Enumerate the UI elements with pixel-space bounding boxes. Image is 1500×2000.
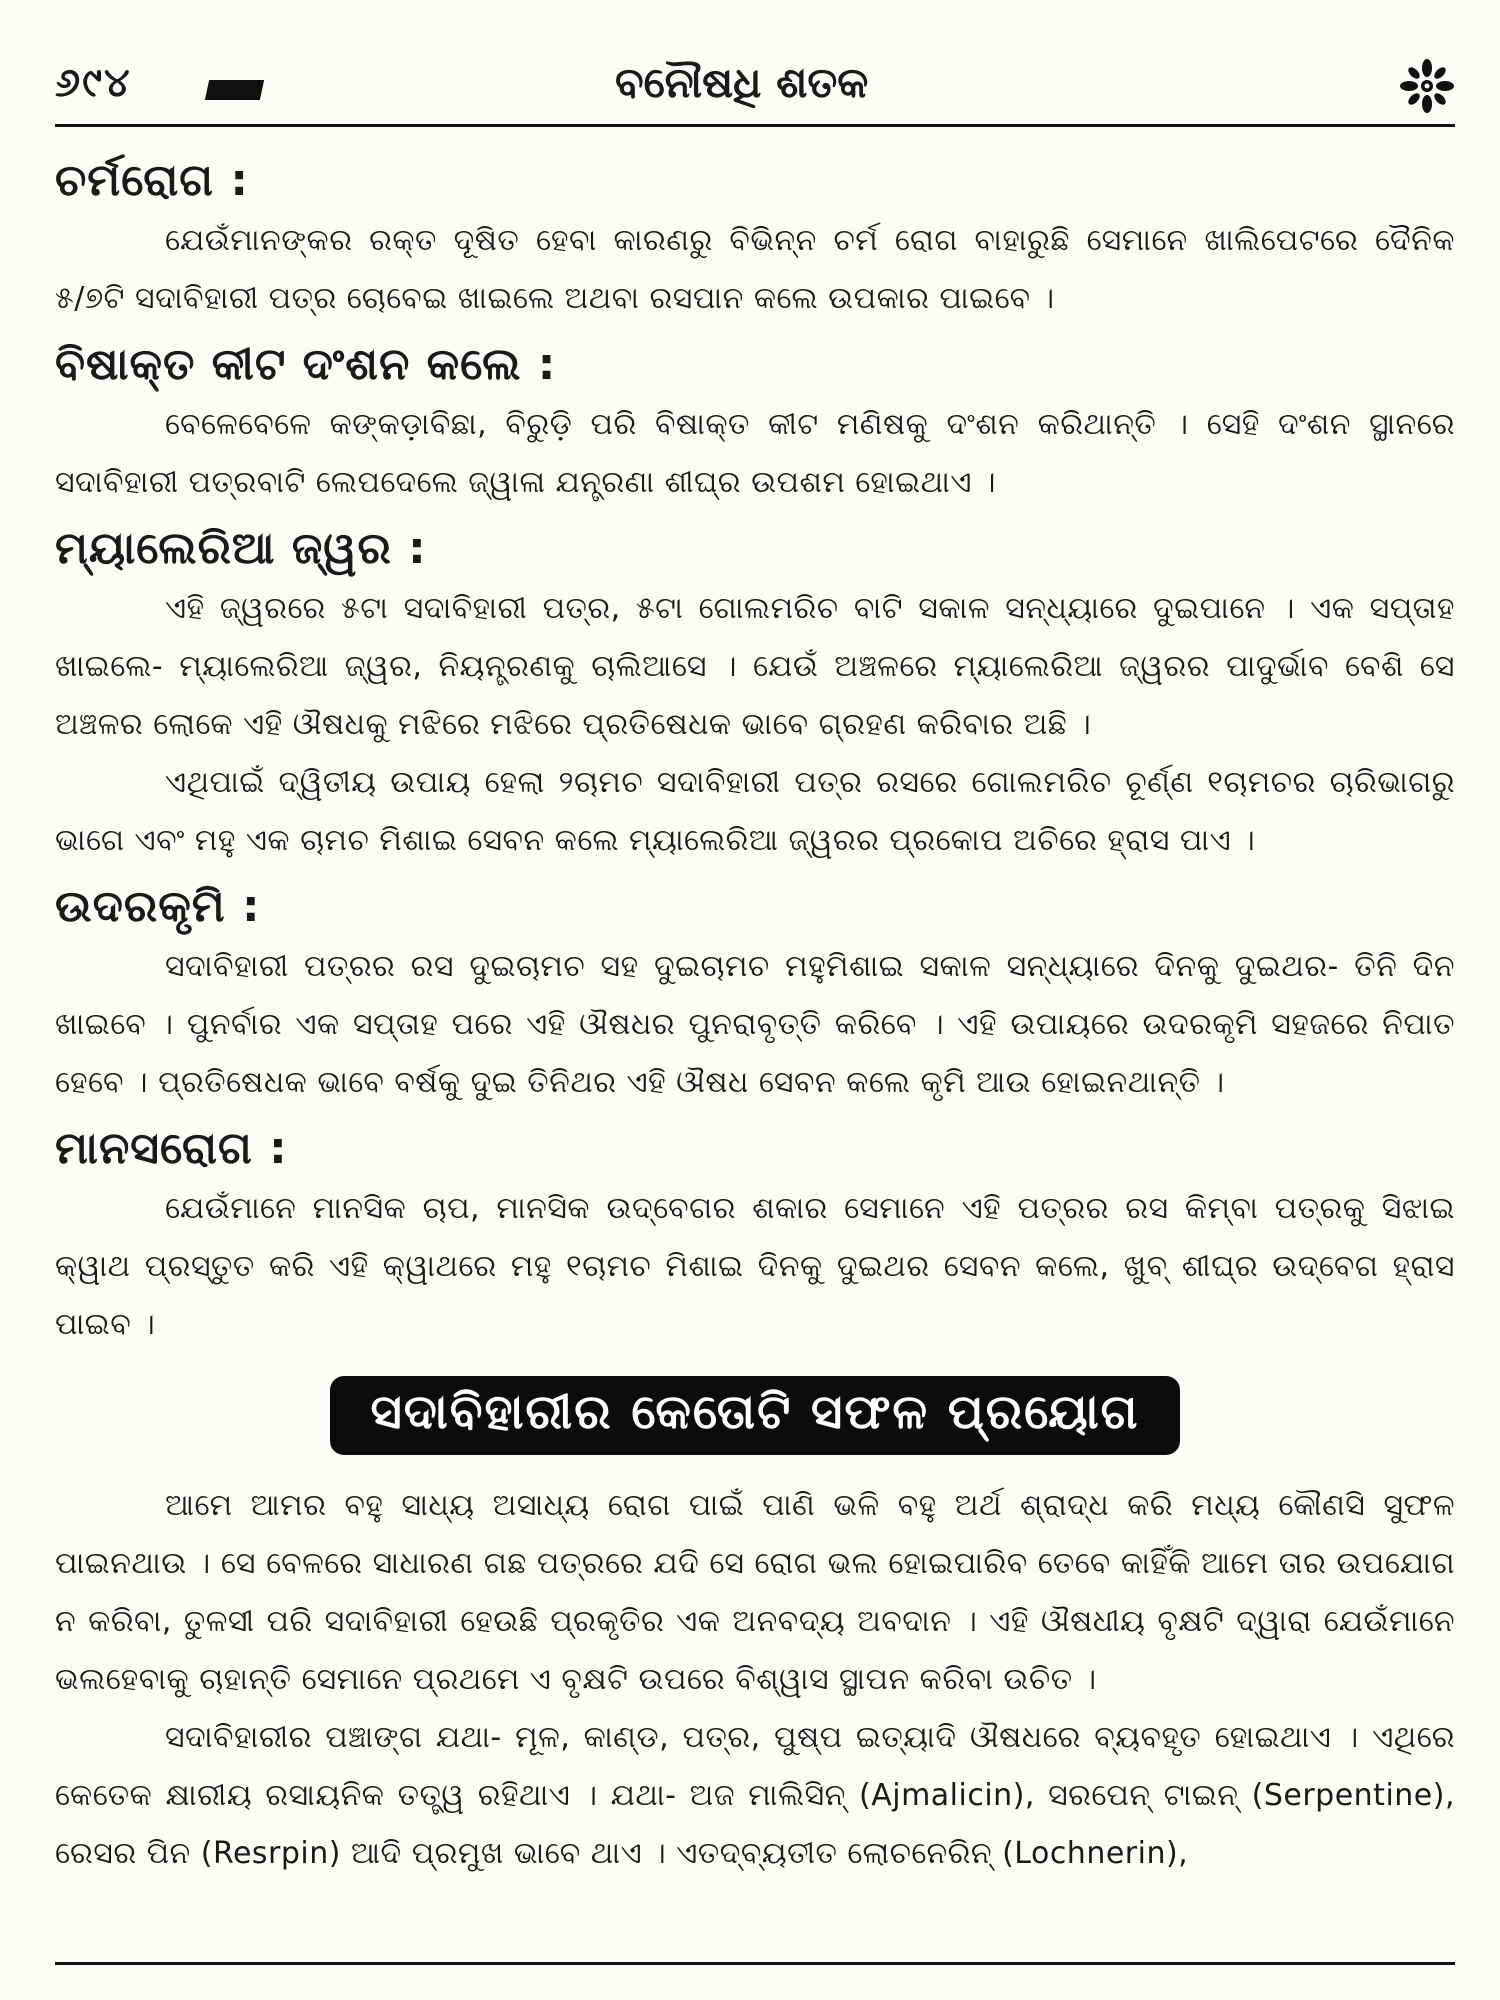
- page-header: [55, 52, 1455, 122]
- section-heading: ବିଷାକ୍ତ କୀଟ ଦଂଶନ କଲେ :: [55, 339, 557, 390]
- header-rule: [55, 124, 1455, 127]
- section-worms: [55, 876, 1455, 1112]
- page-content: [55, 150, 1455, 1889]
- section-paragraph: ଏହି ଜ୍ୱରରେ ୫ଟା ସଦାବିହାରୀ ପତ୍ର, ୫ଟା ଗୋଲମରିଚ ବାଟି ସକାଳ ସନ୍ଧ୍ୟାରେ ଦୁଇପାନେ । ଏକ ସପ୍ତାହ ଖାଇଲେ- ମ୍ୟାଲେରିଆ ଜ୍ୱର, ନିୟନ୍ତ୍ରଣକୁ ଚାଲିଆସେ । ଯେଉଁ ଅଞ୍ଚଳରେ ମ୍ୟାଲେରିଆ ଜ୍ୱରର ପାଦୁର୍ଭାବ ବେଶି ସେ ଅଞ୍ଚଳର ଲୋକେ ଏହି ଔଷଧକୁ ମଝିରେ ମଝିରେ ପ୍ରତିଷେଧକ ଭାବେ ଗ୍ରହଣ କରିବାର ଅଛି ।: [55, 591, 1455, 742]
- section-paragraph: ଯେଉଁମାନଙ୍କର ରକ୍ତ ଦୂଷିତ ହେବା କାରଣରୁ ବିଭିନ୍ନ ଚର୍ମ ରୋଗ ବାହାରୁଛି ସେମାନେ ଖାଲିପେଟରେ ଦୈନିକ ୫/୭ଟି ସଦାବିହାରୀ ପତ୍ର ଚୋବେଇ ଖାଇଲେ ଅଥବା ରସପାନ କଲେ ଉପକାର ପାଇବେ ।: [55, 223, 1455, 316]
- section-heading: ଉଦରକୃମି :: [55, 881, 261, 932]
- section-malaria: [55, 518, 1455, 870]
- section-heading: ମ୍ୟାଲେରିଆ ଜ୍ୱର :: [55, 523, 427, 574]
- section-closing: [55, 1477, 1455, 1883]
- section-heading: ମାନସରୋଗ :: [55, 1123, 288, 1174]
- banner-wrap: [55, 1376, 1455, 1455]
- closing-paragraph: ଆମେ ଆମର ବହୁ ସାଧ୍ୟ ଅସାଧ୍ୟ ରୋଗ ପାଇଁ ପାଣି ଭଳି ବହୁ ଅର୍ଥ ଶ୍ରାଦ୍ଧ କରି ମଧ୍ୟ କୌଣସି ସୁଫଳ ପାଇନଥାଉ । ସେ ବେଳରେ ସାଧାରଣ ଗଛ ପତ୍ରରେ ଯଦି ସେ ରୋଗ ଭଲ ହୋଇପାରିବ ତେବେ କାହିଁକି ଆମେ ତାର ଉପଯୋଗ ନ କରିବା, ତୁଳସୀ ପରି ସଦାବିହାରୀ ହେଉଛି ପ୍ରକୃତିର ଏକ ଅନବଦ୍ୟ ଅବଦାନ । ଏହି ଔଷଧୀୟ ବୃକ୍ଷଟି ଦ୍ୱାରା ଯେଉଁମାନେ ଭଲହେବାକୁ ଚାହାନ୍ତି ସେମାନେ ପ୍ରଥମେ ଏ ବୃକ୍ଷଟି ଉପରେ ବିଶ୍ୱାସ ସ୍ଥାପନ କରିବା ଉଚିତ ।: [55, 1488, 1455, 1697]
- flower-ornament-icon: [1399, 58, 1455, 114]
- section-heading: ଚର୍ମରୋଗ :: [55, 155, 249, 206]
- book-title: ବନୌଷଧି ଶତକ: [615, 58, 869, 107]
- section-mental-disease: [55, 1118, 1455, 1354]
- section-paragraph: ବେଳେବେଳେ କଙ୍କଡ଼ାବିଛା, ବିରୁଡ଼ି ପରି ବିଷାକ୍ତ କୀଟ ମଣିଷକୁ ଦଂଶନ କରିଥାନ୍ତି । ସେହି ଦଂଶନ ସ୍ଥାନରେ ସଦାବିହାରୀ ପତ୍ରବାଟି ଲେପଦେଲେ ଜ୍ୱାଳା ଯନ୍ତ୍ରଣା ଶୀଘ୍ର ଉପଶମ ହୋଇଥାଏ ।: [55, 407, 1455, 500]
- section-insect-bite: [55, 334, 1455, 512]
- section-banner: ସଦାବିହାରୀର କେତୋଟି ସଫଳ ପ୍ରୟୋଗ: [330, 1376, 1179, 1455]
- page-marker: [205, 80, 264, 100]
- section-paragraph: ଯେଉଁମାନେ ମାନସିକ ଚାପ, ମାନସିକ ଉଦ୍‌ବେଗର ଶକାର ସେମାନେ ଏହି ପତ୍ରର ରସ କିମ୍ବା ପତ୍ରକୁ ସିଝାଇ କ୍ୱାଥ ପ୍ରସ୍ତୁତ କରି ଏହି କ୍ୱାଥରେ ମହୁ ୧ଚାମଚ ମିଶାଇ ଦିନକୁ ଦୁଇଥର ସେବନ କଲେ, ଖୁବ୍ ଶୀଘ୍ର ଉଦ୍‌ବେଗ ହ୍ରାସ ପାଇବ ।: [55, 1191, 1455, 1342]
- section-paragraph: ସଦାବିହାରୀ ପତ୍ରର ରସ ଦୁଇଚାମଚ ସହ ଦୁଇଚାମଚ ମହୁମିଶାଇ ସକାଳ ସନ୍ଧ୍ୟାରେ ଦିନକୁ ଦୁଇଥର- ତିନି ଦିନ ଖାଇବେ । ପୁନର୍ବାର ଏକ ସପ୍ତାହ ପରେ ଏହି ଔଷଧର ପୁନରାବୃତ୍ତି କରିବେ । ଏହି ଉପାୟରେ ଉଦରକୃମି ସହଜରେ ନିପାତ ହେବେ । ପ୍ରତିଷେଧକ ଭାବେ ବର୍ଷକୁ ଦୁଇ ତିନିଥର ଏହି ଔଷଧ ସେବନ କଲେ କୃମି ଆଉ ହୋଇନଥାନ୍ତି ।: [55, 949, 1455, 1100]
- page-number: ୬୯୪: [55, 60, 132, 106]
- closing-paragraph: ସଦାବିହାରୀର ପଞ୍ଚାଙ୍ଗ ଯଥା- ମୂଳ, କାଣ୍ଡ, ପତ୍ର, ପୁଷ୍ପ ଇତ୍ୟାଦି ଔଷଧରେ ବ୍ୟବହୃତ ହୋଇଥାଏ । ଏଥିରେ କେତେକ କ୍ଷାରୀୟ ରସାୟନିକ ତତ୍ତ୍ୱ ରହିଥାଏ । ଯଥା- ଅଜ ମାଲିସିନ୍ (Ajmalicin), ସରପେନ୍ ଟାଇନ୍ (Serpentine), ରେସର ପିନ (Resrpin) ଆଦି ପ୍ରମୁଖ ଭାବେ ଥାଏ । ଏତଦ୍‌ବ୍ୟତୀତ ଲୋଚନେରିନ୍ (Lochnerin),: [55, 1720, 1455, 1871]
- section-paragraph: ଏଥିପାଇଁ ଦ୍ୱିତୀୟ ଉପାୟ ହେଲା ୨ଚାମଚ ସଦାବିହାରୀ ପତ୍ର ରସରେ ଗୋଲମରିଚ ଚୂର୍ଣ୍ଣ ୧ଚାମଚର ଚାରିଭାଗରୁ ଭାଗେ ଏବଂ ମହୁ ଏକ ଚାମଚ ମିଶାଇ ସେବନ କଲେ ମ୍ୟାଲେରିଆ ଜ୍ୱରର ପ୍ରକୋପ ଅଚିରେ ହ୍ରାସ ପାଏ ।: [55, 765, 1455, 858]
- section-skin-disease: [55, 150, 1455, 328]
- footer-rule: [55, 1962, 1455, 1965]
